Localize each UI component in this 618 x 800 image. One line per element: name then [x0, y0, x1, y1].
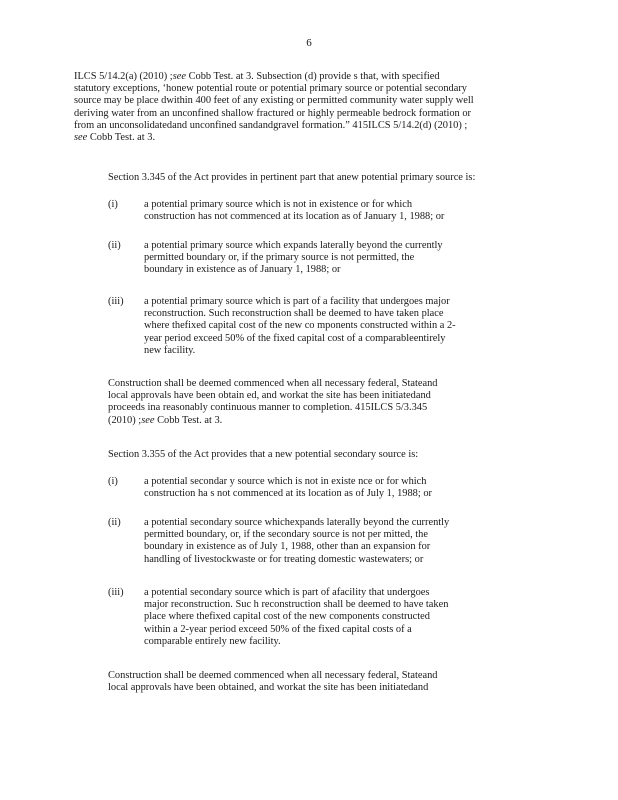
- list-item-line: where thefixed capital cost of the new co mponents constructed within a 2-: [144, 320, 456, 332]
- intro-paragraph: [74, 71, 544, 144]
- paragraph-line: Construction shall be deemed commenced when all necessary federal, Stateand: [108, 378, 438, 389]
- paragraph-line: Construction shall be deemed commenced when all necessary federal, Stateand: [108, 670, 438, 681]
- list-item: [144, 199, 544, 223]
- list-item: [144, 476, 544, 500]
- list-item-line: permitted boundary or, if the primary source is not permitted, the: [144, 252, 415, 264]
- intro-line: deriving water from an unconfined shallow fractured or highly permeable bedrock formation or: [74, 107, 472, 119]
- list-item-line: new facility.: [144, 344, 196, 356]
- list-item-line: a potential primary source which is not in existence or for which: [144, 199, 413, 210]
- list-item-line: boundary in existence as of January 1, 1988; or: [144, 264, 341, 276]
- list-item-label: (iii): [108, 296, 124, 307]
- list-item-label: (ii): [108, 240, 121, 251]
- section-3345-intro: [108, 172, 544, 184]
- section-3355-intro: [108, 449, 544, 461]
- list-item-line: comparable entirely new facility.: [144, 635, 281, 647]
- paragraph-line: (2010) ;see Cobb Test. at 3.: [108, 414, 223, 426]
- construction-paragraph: [108, 670, 544, 694]
- list-item-label: (i): [108, 199, 118, 210]
- list-item: [144, 587, 544, 648]
- list-item-label: (ii): [108, 517, 121, 528]
- list-item-line: a potential secondar y source which is not in existe nce or for which: [144, 476, 427, 487]
- intro-line: see Cobb Test. at 3.: [74, 132, 156, 144]
- intro-line: ILCS 5/14.2(a) (2010) ;see Cobb Test. at 3. Subsection (d) provide s that, with specified: [74, 71, 440, 82]
- list-item-line: a potential secondary source which is part of afacility that undergoes: [144, 587, 430, 598]
- list-item-line: major reconstruction. Suc h reconstruction shall be deemed to have taken: [144, 599, 449, 611]
- list-item-line: a potential primary source which is part of a facility that undergoes major: [144, 296, 450, 307]
- list-item-line: construction ha s not commenced at its location as of July 1, 1988; or: [144, 488, 432, 500]
- paragraph-line: local approvals have been obtained, and workat the site has been initiatedand: [108, 682, 429, 694]
- section-intro-line: Section 3.345 of the Act provides in pertinent part that anew potential primary source is:: [108, 172, 476, 183]
- list-item-line: within a 2-year period exceed 50% of the fixed capital costs of a: [144, 623, 412, 635]
- list-item-line: a potential primary source which expands laterally beyond the currently: [144, 240, 443, 251]
- list-item-line: permitted boundary, or, if the secondary source is not per mitted, the: [144, 529, 428, 541]
- list-item: [144, 240, 544, 277]
- intro-line: from an unconsolidatedand unconfined sandandgravel formation.” 415ILCS 5/14.2(d) (2010) ;: [74, 119, 468, 131]
- paragraph-line: proceeds ina reasonably continuous manner to completion. 415ILCS 5/3.345: [108, 402, 428, 414]
- intro-line: statutory exceptions, ‘honew potential route or potential primary source or potential secondary: [74, 83, 467, 95]
- list-item-line: boundary in existence as of July 1, 1988, other than an expansion for: [144, 541, 431, 553]
- intro-line: source may be place dwithin 400 feet of any existing or permitted community water supply well: [74, 95, 474, 107]
- list-item-line: year period exceed 50% of the fixed capital cost of a comparableentirely: [144, 332, 446, 344]
- list-item-line: a potential secondary source whichexpands laterally beyond the currently: [144, 517, 450, 528]
- section-intro-line: Section 3.355 of the Act provides that a new potential secondary source is:: [108, 449, 419, 460]
- list-item-label: (i): [108, 476, 118, 487]
- list-item-line: place where thefixed capital cost of the new components constructed: [144, 611, 430, 623]
- list-item: [144, 517, 544, 566]
- paragraph-line: local approvals have been obtain ed, and workat the site has been initiatedand: [108, 390, 431, 402]
- list-item-label: (iii): [108, 587, 124, 598]
- list-item-line: handling of livestockwaste or for treating domestic wastewaters; or: [144, 553, 424, 565]
- list-item-line: construction has not commenced at its location as of January 1, 1988; or: [144, 211, 445, 223]
- list-item-line: reconstruction. Such reconstruction shall be deemed to have taken place: [144, 308, 444, 320]
- page-number: 6: [306, 37, 312, 49]
- construction-paragraph: [108, 378, 544, 427]
- list-item: [144, 296, 544, 357]
